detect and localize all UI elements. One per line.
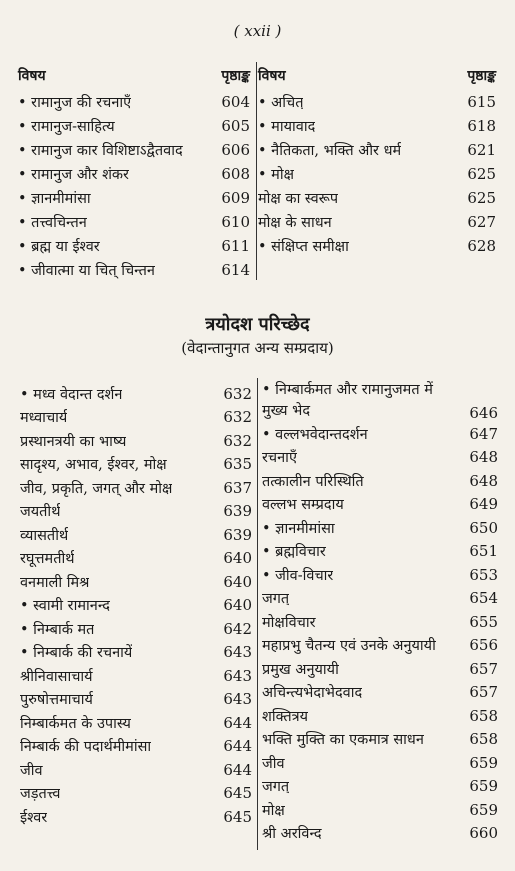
subject-heading: विषय <box>18 67 46 84</box>
toc-entry <box>20 429 252 453</box>
entry-page: 614 <box>221 261 250 279</box>
toc-entry <box>20 476 252 500</box>
entry-page: 659 <box>469 753 498 772</box>
entry-title: तत्कालीन परिस्थिति <box>262 473 364 490</box>
toc1-left-list <box>18 90 250 282</box>
entry-title: जीव <box>262 755 285 772</box>
entry-title: • संक्षिप्त समीक्षा <box>258 239 349 255</box>
entry-title: • स्वामी रामानन्द <box>20 598 110 615</box>
page-number: ( xxii ) <box>233 22 282 40</box>
entry-title: मोक्ष <box>262 802 285 819</box>
toc-entry <box>20 523 252 547</box>
entry-page: 628 <box>467 237 496 255</box>
entry-title: रघूत्तमतीर्थ <box>20 551 75 568</box>
entry-page: 650 <box>469 518 498 537</box>
entry-page: 644 <box>223 713 252 732</box>
entry-page: 604 <box>221 93 250 111</box>
entry-page: 637 <box>223 478 252 497</box>
page-heading: पृष्ठाङ्क <box>467 67 496 84</box>
toc-entry <box>20 664 252 688</box>
toc-entry <box>18 90 250 114</box>
entry-title: मोक्ष के साधन <box>258 215 332 231</box>
entry-title: • निम्बार्कमत और रामानुजमत में मुख्य भेद <box>262 382 433 419</box>
toc-entry <box>262 681 498 705</box>
toc-entry <box>258 210 496 234</box>
entry-page: 640 <box>223 572 252 591</box>
entry-page: 608 <box>221 165 250 183</box>
entry-page: 643 <box>223 666 252 685</box>
entry-page: 627 <box>467 213 496 231</box>
column-divider-bottom <box>257 378 258 850</box>
entry-title: • ज्ञानमीमांसा <box>18 191 91 207</box>
toc-entry <box>20 382 252 406</box>
toc-entry <box>20 406 252 430</box>
toc-entry <box>20 547 252 571</box>
toc-entry <box>262 587 498 611</box>
entry-title: • रामानुज और शंकर <box>18 167 129 183</box>
entry-title: • ब्रह्म या ईश्वर <box>18 239 100 255</box>
toc-entry <box>262 516 498 540</box>
toc-entry <box>262 610 498 634</box>
toc-entry <box>262 446 498 470</box>
section-title: त्रयोदश परिच्छेद <box>205 314 310 335</box>
page-heading: पृष्ठाङ्क <box>221 67 250 84</box>
toc-entry <box>18 234 250 258</box>
entry-page: 625 <box>467 165 496 183</box>
toc-entry <box>20 617 252 641</box>
entry-title: प्रमुख अनुयायी <box>262 661 339 678</box>
entry-page: 632 <box>223 384 252 403</box>
toc-entry <box>20 688 252 712</box>
entry-page: 642 <box>223 619 252 638</box>
toc-entry <box>262 775 498 799</box>
entry-page: 658 <box>469 706 498 725</box>
entry-page: 640 <box>223 549 252 568</box>
entry-page: 610 <box>221 213 250 231</box>
entry-page: 615 <box>467 93 496 111</box>
entry-page: 606 <box>221 141 250 159</box>
entry-page: 643 <box>223 643 252 662</box>
toc-entry <box>262 822 498 846</box>
entry-page: 657 <box>469 683 498 702</box>
toc-entry <box>262 634 498 658</box>
toc-entry <box>18 258 250 282</box>
toc-entry <box>20 500 252 524</box>
toc2-left-list <box>20 382 252 829</box>
entry-page: 640 <box>223 596 252 615</box>
toc-entry <box>258 138 496 162</box>
entry-page: 639 <box>223 525 252 544</box>
entry-page: 657 <box>469 659 498 678</box>
toc-entry <box>262 493 498 517</box>
entry-page: 647 <box>469 424 498 443</box>
entry-page: 645 <box>223 784 252 803</box>
toc-entry <box>20 453 252 477</box>
entry-page: 659 <box>469 777 498 796</box>
entry-title: • मायावाद <box>258 119 316 135</box>
entry-title: जीव, प्रकृति, जगत् और मोक्ष <box>20 480 173 497</box>
column-divider-top <box>256 62 257 280</box>
toc-entry <box>258 114 496 138</box>
entry-page: 625 <box>467 189 496 207</box>
toc2-right-column <box>262 378 498 845</box>
entry-title: निम्बार्क की पदार्थमीमांसा <box>20 739 152 756</box>
entry-title: जीव <box>20 762 43 779</box>
entry-page: 656 <box>469 636 498 655</box>
toc-entry <box>20 735 252 759</box>
toc1-left-header <box>18 62 250 88</box>
toc-entry <box>262 704 498 728</box>
toc1-right-list <box>258 90 496 258</box>
entry-title: प्रस्थानत्रयी का भाष्य <box>20 433 127 450</box>
toc-entry <box>258 90 496 114</box>
entry-page: 659 <box>469 800 498 819</box>
entry-title: • मोक्ष <box>258 167 294 183</box>
toc-entry <box>258 186 496 210</box>
entry-page: 632 <box>223 431 252 450</box>
entry-title: वल्लभ सम्प्रदाय <box>262 497 344 514</box>
entry-page: 644 <box>223 760 252 779</box>
entry-title: श्री अरविन्द <box>262 826 322 843</box>
entry-title: • ब्रह्मविचार <box>262 544 326 561</box>
toc-entry <box>262 657 498 681</box>
toc-entry <box>18 162 250 186</box>
entry-page: 643 <box>223 690 252 709</box>
section-subtitle: (वेदान्तानुगत अन्य सम्प्रदाय) <box>181 339 334 357</box>
entry-page: 658 <box>469 730 498 749</box>
entry-title: जड़तत्त्व <box>20 786 61 803</box>
entry-title: • जीव-विचार <box>262 567 334 584</box>
entry-title: मोक्ष का स्वरूप <box>258 191 339 207</box>
entry-page: 632 <box>223 408 252 427</box>
entry-title: जगत् <box>262 779 290 796</box>
entry-page: 655 <box>469 612 498 631</box>
entry-title: भक्ति मुक्ति का एकमात्र साधन <box>262 732 424 749</box>
entry-title: शक्तित्रय <box>262 708 309 725</box>
toc-entry <box>20 641 252 665</box>
entry-page: 611 <box>221 237 250 255</box>
entry-title: • ज्ञानमीमांसा <box>262 520 335 537</box>
toc-entry <box>258 162 496 186</box>
entry-title: जगत् <box>262 591 290 608</box>
entry-title: मध्वाचार्य <box>20 410 68 427</box>
toc-entry <box>18 138 250 162</box>
toc-entry <box>18 114 250 138</box>
toc-entry <box>20 758 252 782</box>
toc-entry <box>18 186 250 210</box>
entry-title: वनमाली मिश्र <box>20 574 90 591</box>
entry-page: 635 <box>223 455 252 474</box>
toc-entry <box>20 805 252 829</box>
toc-entry <box>262 469 498 493</box>
entry-page: 609 <box>221 189 250 207</box>
entry-page: 651 <box>469 542 498 561</box>
toc-entry <box>20 570 252 594</box>
entry-page: 648 <box>469 471 498 490</box>
entry-title: रचनाएँ <box>262 450 297 467</box>
entry-title: • रामानुज कार विशिष्टाऽद्वैतवाद <box>18 143 183 159</box>
toc-entry <box>262 422 498 446</box>
toc1-right-column <box>258 62 496 258</box>
entry-page: 654 <box>469 589 498 608</box>
toc-entry <box>258 234 496 258</box>
entry-page: 653 <box>469 565 498 584</box>
toc-entry <box>18 210 250 234</box>
toc-entry <box>262 798 498 822</box>
entry-page: 644 <box>223 737 252 756</box>
entry-title: निम्बार्कमत के उपास्य <box>20 715 131 732</box>
entry-page: 645 <box>223 807 252 826</box>
entry-title: ईश्वर <box>20 809 48 826</box>
toc-entry <box>20 594 252 618</box>
entry-title: पुरुषोत्तमाचार्य <box>20 692 93 709</box>
entry-title: • वल्लभवेदान्तदर्शन <box>262 426 368 443</box>
entry-title: • निम्बार्क की रचनायें <box>20 645 133 662</box>
entry-title: सादृश्य, अभाव, ईश्वर, मोक्ष <box>20 457 167 474</box>
entry-title: • नैतिकता, भक्ति और धर्म <box>258 143 402 159</box>
entry-page: 646 <box>469 404 498 422</box>
toc-entry <box>262 728 498 752</box>
entry-title: • रामानुज-साहित्य <box>18 119 115 135</box>
entry-title: • जीवात्मा या चित् चिन्तन <box>18 263 155 279</box>
entry-title: • मध्व वेदान्त दर्शन <box>20 386 123 403</box>
entry-page: 649 <box>469 495 498 514</box>
toc-entry <box>20 782 252 806</box>
entry-page: 639 <box>223 502 252 521</box>
entry-page: 605 <box>221 117 250 135</box>
entry-page: 660 <box>469 824 498 843</box>
entry-title: • निम्बार्क मत <box>20 621 95 638</box>
entry-title: • रामानुज की रचनाएँ <box>18 95 132 111</box>
entry-title: मोक्षविचार <box>262 614 316 631</box>
entry-page: 618 <box>467 117 496 135</box>
subject-heading: विषय <box>258 67 286 84</box>
entry-title: श्रीनिवासाचार्य <box>20 668 93 685</box>
entry-page: 648 <box>469 448 498 467</box>
toc-entry <box>262 751 498 775</box>
toc1-left-column <box>18 62 250 282</box>
toc-entry <box>262 540 498 564</box>
toc-entry <box>262 378 498 422</box>
entry-title: महाप्रभु चैतन्य एवं उनके अनुयायी <box>262 638 436 655</box>
toc2-right-list <box>262 422 498 845</box>
toc-entry <box>20 711 252 735</box>
toc-entry <box>262 563 498 587</box>
entry-title: • तत्त्वचिन्तन <box>18 215 87 231</box>
entry-title: जयतीर्थ <box>20 504 61 521</box>
entry-title: व्यासतीर्थ <box>20 527 69 544</box>
entry-title: अचिन्त्यभेदाभेदवाद <box>262 685 363 702</box>
entry-title: • अचित् <box>258 95 304 111</box>
entry-page: 621 <box>467 141 496 159</box>
toc1-right-header <box>258 62 496 88</box>
